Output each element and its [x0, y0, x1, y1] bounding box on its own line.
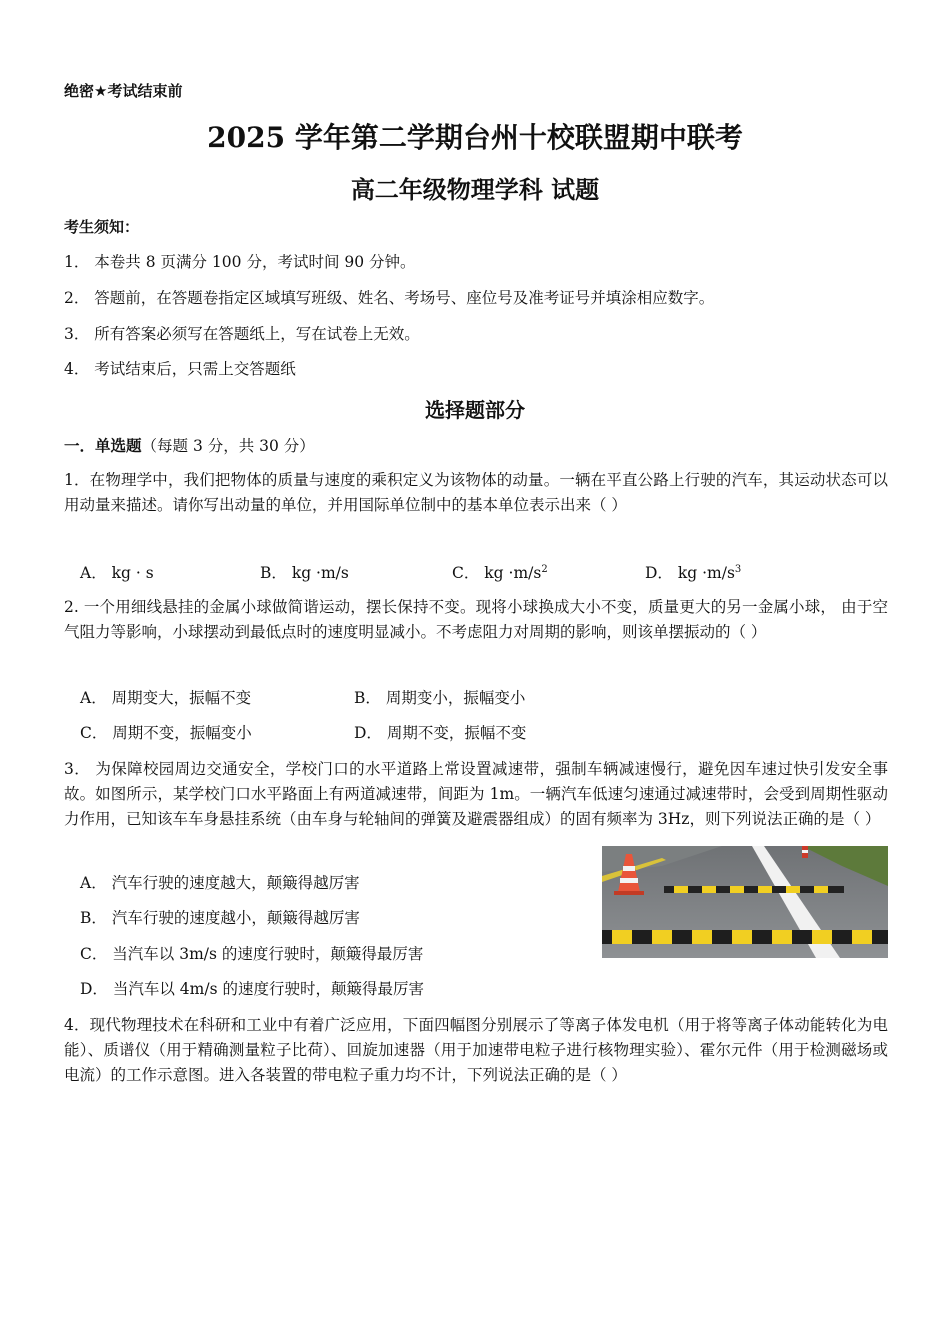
question-2-option-b: B． 周期变小，振幅变小: [354, 689, 526, 707]
question-3-option-c: C． 当汽车以 3m/s 的速度行驶时，颠簸得最厉害: [80, 945, 424, 963]
option-text: D． kg ·m/s: [645, 564, 735, 582]
question-3-option-d: D． 当汽车以 4m/s 的速度行驶时，颠簸得最厉害: [80, 980, 424, 998]
question-3-option-b: B． 汽车行驶的速度越小，颠簸得越厉害: [80, 909, 360, 927]
question-2-option-a: A． 周期变大，振幅不变: [80, 689, 252, 707]
notice-item: 4． 考试结束后，只需上交答题纸: [64, 360, 296, 378]
exam-title: 2025 学年第二学期台州十校联盟期中联考: [207, 121, 743, 154]
bollard-icon: [802, 846, 808, 858]
question-4-stem: 4．现代物理技术在科研和工业中有着广泛应用，下面四幅图分别展示了等离子体发电机（用于将等离子体动能转化为电能）、质谱仪（用于精确测量粒子比荷）、回旋加速器（用于加速带电粒子进行核物理实验）、霍尔元件（用于检测磁场或电流）的工作示意图。进入各装置的带电粒子重力均不计，下列说法正确的是（ ）: [64, 1016, 888, 1084]
part-note: （每题 3 分，共 30 分）: [141, 437, 315, 455]
exponent: 2: [541, 563, 548, 575]
question-2-option-c: C． 周期不变，振幅变小: [80, 724, 252, 742]
question-3-stem: 3． 为保障校园周边交通安全，学校门口的水平道路上常设置减速带，强制车辆减速慢行，避免因车速过快引发安全事故。如图所示，某学校门口水平路面上有两道减速带，间距为 1m。一辆汽车低速匀速通过减速带时，会受到周期性驱动力作用，已知该车车身悬挂系统（由车身与轮轴间的弹簧及避震器组成）的固有频率为 3Hz，则下列说法正确的是（ ）: [64, 760, 888, 828]
speed-bump-photo: [602, 846, 888, 958]
question-1-option-a: A． kg · s: [80, 564, 154, 582]
notice-item: 2． 答题前，在答题卷指定区域填写班级、姓名、考场号、座位号及准考证号并填涂相应数字。: [64, 289, 715, 307]
speed-bump-illustration: [602, 846, 888, 958]
confidential-label: 绝密★考试结束前: [64, 82, 183, 100]
part-label: 一．单选题: [64, 437, 142, 455]
question-1-option-d: [645, 561, 741, 583]
notice-item: 3． 所有答案必须写在答题纸上，写在试卷上无效。: [64, 325, 420, 343]
question-1-stem: 1．在物理学中，我们把物体的质量与速度的乘积定义为该物体的动量。一辆在平直公路上行驶的汽车，其运动状态可以用动量来描述。请你写出动量的单位，并用国际单位制中的基本单位表示出来（ ）: [64, 471, 888, 514]
question-1-option-b: B． kg ·m/s: [260, 564, 349, 582]
question-3-option-a: A． 汽车行驶的速度越大，颠簸得越厉害: [80, 874, 360, 892]
exponent: 3: [734, 563, 742, 575]
question-2-option-d: D． 周期不变，振幅不变: [354, 724, 527, 742]
exam-subtitle: 高二年级物理学科 试题: [350, 175, 600, 204]
option-text: C． kg ·m/s: [452, 564, 542, 582]
section-title: 选择题部分: [425, 398, 525, 422]
notice-heading: 考生须知：: [64, 218, 140, 236]
notice-item: 1． 本卷共 8 页满分 100 分，考试时间 90 分钟。: [64, 253, 416, 271]
question-1-option-c: [452, 561, 548, 583]
question-2-stem: 2. 一个用细线悬挂的金属小球做简谐运动，摆长保持不变。现将小球换成大小不变，质量更大的另一金属小球， 由于空气阻力等影响，小球摆动到最低点时的速度明显减小。不考虑阻力对周期的影响，则该单摆振动的（ ）: [64, 598, 888, 641]
part-heading: [64, 434, 315, 456]
